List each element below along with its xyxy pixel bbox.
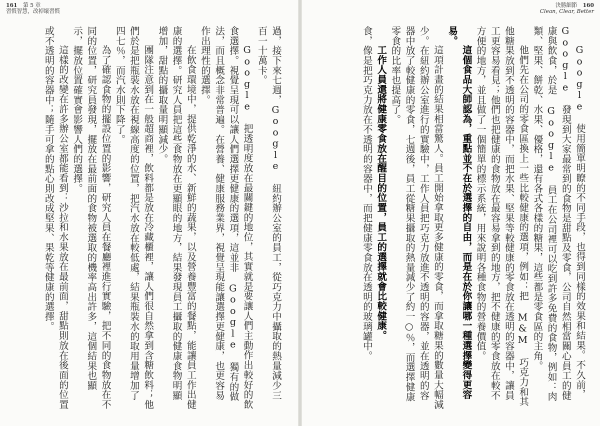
chapter-label: 第 5 章 (22, 3, 41, 9)
paragraph: 過，接下來七週，Google 紐約辦公室的員工，從巧克力中攝取的熱量減少三百一十萬卡。 (255, 26, 281, 401)
right-page (302, 0, 600, 426)
paragraph: 這個食品大師認為，重點並不在於選擇的自由，而是在於你讓哪一種選擇變得更容易。 (446, 26, 472, 400)
paragraph: 團隊注意到在一般超商裡，飲料都是放在冷藏櫃裡，讓人們很自然拿到含糖飲料；他們於是把瓶裝水放在視線高度的位置，把汽水放在較低處，結果瓶裝水的取用量增加了四七％，而汽水則下降了。 (113, 26, 154, 410)
section-title: 習慣智慧，改掉壞習慣 (6, 9, 60, 15)
left-running-head (6, 3, 60, 15)
paragraph: 他們先在公司的零食區換上一些比較健康的選項，例如：把 M&M 巧克力和其他糖果放到不透明的容器中，而把水果、堅果等較健康的零食放在透明的容器中，讓員工更容易看見；他們也把健康的食物放在最容易拿到的地方，把不健康的零食放在較不方便的地方，並且做了一個簡單的標示系統，用來說明各種食物的營養價值。 (474, 26, 529, 407)
left-page-number: 161 (6, 3, 18, 9)
running-title-english: Clean, Clear, Better (539, 9, 594, 15)
paragraph: 工作人員還將健康零食放在醒目的位置，員工的選擇就會比較健康。 (375, 45, 387, 341)
right-page-number: 160 (582, 3, 594, 9)
paragraph: 在飲食環境中，提供乾淨的水、新鮮的蔬果，以及營養豐富的餐點，能讓員工作出健康的選擇。研究人員把這些食物放在更顯眼的地方，結果發現員工攝取的健康食物明顯增加，甜點的攝取量明顯減少。 (156, 26, 196, 410)
paragraph: 為了確認食物的擺設位置的影響，研究人員在餐廳裡進行實驗，把不同的食物放在不同的位置，研究員發現，擺放在最前面的食物被選取的機率高出許多，這個結果也顯示，擺放位置確實會影響人們的選擇。 (71, 26, 111, 410)
paragraph: 這項計畫的結果相當驚人。員工開始拿取更多健康的零食，而拿取糖果的數量大幅減少。在紐約辦公室進行的實驗中，工作人員把巧克力放進不透明的容器，並在透明的容器中放了較健康的零食，七週後，員工從糖果攝取的熱量減少了約一○％，而選擇健康零食的比率也提高了。 (389, 26, 443, 410)
paragraph: 食，像是把巧克力放在不透明的容器中，而把健康零食放在透明的玻璃罐中。 (360, 26, 372, 361)
running-title: 決勝細節 (555, 3, 578, 9)
right-body-text (318, 26, 586, 410)
paragraph: Google 使用簡單明瞭的不同手段，也得到同樣的效果和結果。不久前，Google 發現到大家最常到的食物是甜點及零食，公司自然相當關心員工的健康與飲食，於是 Google 員工在公司裡可以吃到許多免費的食物，例如：肉類、堅果、餅乾、水果、優格，還有各式各樣的糖果，這些都是零食區的主角。 (531, 26, 585, 402)
left-page (0, 0, 298, 426)
paragraph: 這樣的改變在許多辦公室都能看到：沙拉和水果放在最前面，甜點則放在後面的位置或不透明的容器中；隨手可拿的點心則改成堅果、果乾等健康的選擇。 (42, 26, 68, 410)
left-body-text (20, 26, 282, 410)
paragraph: Google 把透明度放在最關鍵的地位，其實就是要讓人們主動作出較好的飲食選擇。視覺呈現可以讓人們選擇更健康的選項，這並非 Google 獨有的做法，而且概念非常普遍。在營養、健康服務業界，視覺呈現能讓選擇更健康，也更容易作出理性的選擇。 (198, 26, 253, 410)
right-running-head (540, 3, 594, 15)
